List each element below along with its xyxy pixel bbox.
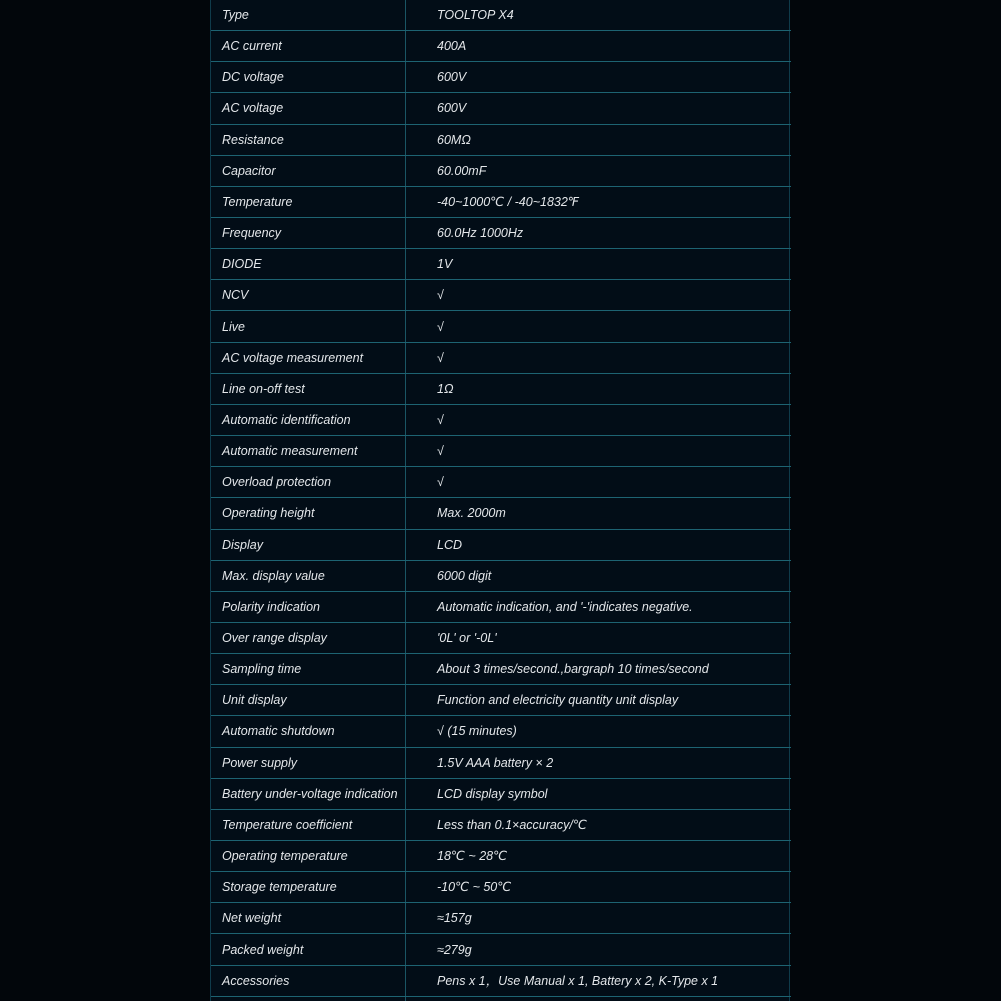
table-row <box>211 592 791 623</box>
table-row <box>211 249 791 280</box>
table-row <box>211 125 791 156</box>
table-row <box>211 716 791 747</box>
table-row <box>211 685 791 716</box>
spec-value: 60MΩ <box>437 132 471 147</box>
table-row <box>211 280 791 311</box>
table-row <box>211 31 791 62</box>
spec-label: Unit display <box>222 693 287 708</box>
spec-value: 600V <box>437 101 467 116</box>
table-row <box>211 654 791 685</box>
spec-value: √ <box>437 319 444 334</box>
spec-label: Power supply <box>222 755 298 770</box>
spec-value: 600V <box>437 70 467 85</box>
spec-value: -40~1000℃ / -40~1832℉ <box>437 194 580 209</box>
table-row <box>211 966 791 997</box>
table-row <box>211 623 791 654</box>
table-row <box>211 156 791 187</box>
spec-label: DC voltage <box>222 70 284 85</box>
spec-label: Over range display <box>222 631 327 645</box>
spec-label: Accessories <box>222 973 290 988</box>
spec-label: Resistance <box>222 132 284 147</box>
spec-value: 1Ω <box>437 381 454 396</box>
table-row <box>211 343 791 374</box>
spec-value: 6000 digit <box>437 568 492 583</box>
table-row <box>211 810 791 841</box>
table-row <box>211 218 791 249</box>
table-row <box>211 530 791 561</box>
spec-label: DIODE <box>222 257 262 272</box>
spec-value: -10℃ ~ 50℃ <box>437 880 512 895</box>
spec-value: Max. 2000m <box>437 506 506 521</box>
table-row <box>211 93 791 124</box>
spec-label: Capacitor <box>222 163 276 178</box>
spec-value: Automatic indication, and '-'indicates negative. <box>437 599 693 614</box>
spec-label: AC current <box>222 39 282 54</box>
spec-label: Temperature <box>222 194 293 209</box>
table-row <box>211 0 791 31</box>
spec-value: √ <box>437 350 444 365</box>
table-row <box>211 405 791 436</box>
spec-value: '0L' or '-0L' <box>437 631 497 645</box>
spec-label: Operating temperature <box>222 849 348 864</box>
spec-label: Frequency <box>222 226 282 241</box>
spec-value: About 3 times/second.,bargraph 10 times/second <box>437 662 709 677</box>
spec-label: Automatic measurement <box>222 444 358 459</box>
spec-label: Automatic identification <box>222 412 351 427</box>
spec-label: Storage temperature <box>222 880 337 895</box>
spec-value: LCD display symbol <box>437 786 548 801</box>
spec-label: Line on-off test <box>222 381 305 396</box>
spec-value: √ <box>437 288 444 303</box>
table-row <box>211 374 791 405</box>
spec-value: 400A <box>437 39 467 54</box>
spec-value: √ <box>437 475 444 490</box>
spec-label: Overload protection <box>222 475 332 490</box>
spec-value: LCD <box>437 537 463 552</box>
table-row <box>211 187 791 218</box>
spec-value: ≈157g <box>437 911 472 926</box>
spec-label: Automatic shutdown <box>222 724 335 739</box>
table-row <box>211 312 791 343</box>
spec-value: TOOLTOP X4 <box>437 8 514 22</box>
table-row <box>211 436 791 467</box>
spec-label: Temperature coefficient <box>222 817 353 832</box>
spec-label: Type <box>222 8 249 22</box>
spec-label: Packed weight <box>222 942 304 957</box>
spec-label: Battery under-voltage indication <box>222 786 398 801</box>
spec-value: Pens x 1，Use Manual x 1, Battery x 2, K-Type x 1 <box>437 973 719 988</box>
spec-label: Sampling time <box>222 662 302 677</box>
table-row <box>211 872 791 903</box>
spec-value: 1V <box>437 257 453 272</box>
spec-label: Operating height <box>222 506 315 521</box>
spec-value: 60.00mF <box>437 163 487 178</box>
table-row <box>211 62 791 93</box>
table-row <box>211 748 791 779</box>
spec-label: Display <box>222 537 263 552</box>
table-row <box>211 841 791 872</box>
spec-value: ≈279g <box>437 942 472 957</box>
table-row <box>211 903 791 934</box>
spec-label: Polarity indication <box>222 599 320 614</box>
spec-label: Max. display value <box>222 568 325 583</box>
table-row <box>211 779 791 810</box>
spec-value: 60.0Hz 1000Hz <box>437 226 524 241</box>
spec-label: Live <box>222 319 245 334</box>
spec-label: AC voltage <box>222 101 284 116</box>
spec-label: Net weight <box>222 911 282 926</box>
spec-label: NCV <box>222 288 249 303</box>
table-row <box>211 561 791 592</box>
table-row <box>211 935 791 966</box>
spec-table <box>210 0 790 1001</box>
spec-value: √ <box>437 412 444 427</box>
spec-value: 1.5V AAA battery × 2 <box>437 755 554 770</box>
spec-value: Less than 0.1×accuracy/℃ <box>437 817 587 832</box>
spec-value: 18℃ ~ 28℃ <box>437 849 508 864</box>
spec-value: √ <box>437 444 444 459</box>
table-row <box>211 467 791 498</box>
spec-value: √ (15 minutes) <box>437 724 517 739</box>
spec-value: Function and electricity quantity unit display <box>437 693 679 708</box>
spec-label: AC voltage measurement <box>222 350 364 365</box>
table-row <box>211 498 791 529</box>
